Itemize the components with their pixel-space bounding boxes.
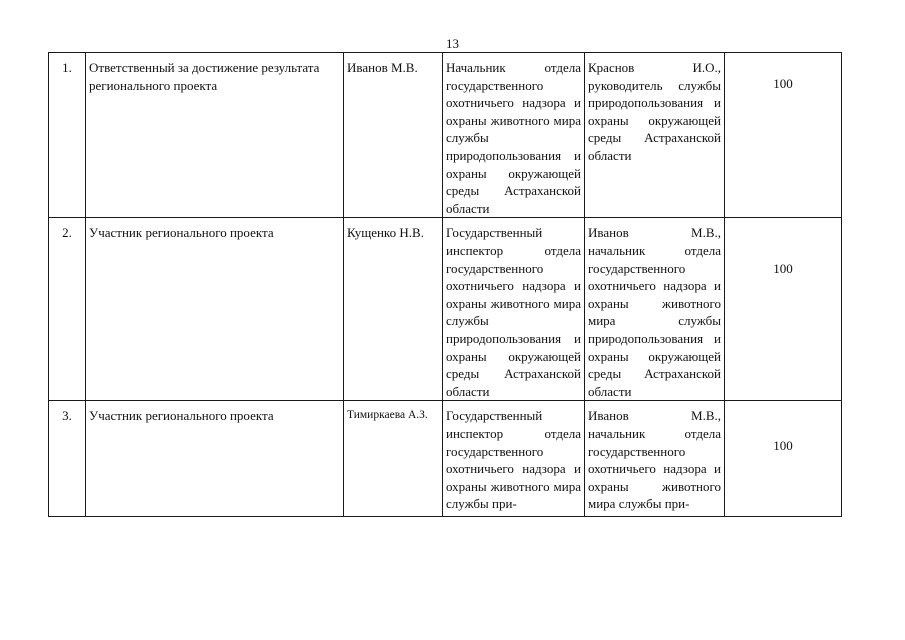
role-text: Ответственный за достижение результата регионального проекта: [89, 60, 320, 93]
position-cell: Начальник отдела государственного охотничьего надзора и охраны животного мира службы природопользования и охраны окружающей среды Астраханской области: [443, 53, 585, 218]
position-cell: Государственный инспектор отдела государственного охотничьего надзора и охраны животного мира службы природопользования и охраны окружающей среды Астраханской области: [443, 218, 585, 401]
table-row: [49, 53, 842, 218]
position-cell: Государственный инспектор отдела государственного охотничьего надзора и охраны животного мира службы при-: [443, 401, 585, 517]
name-cell: Кущенко Н.В.: [344, 218, 443, 401]
share-cell: 100: [725, 401, 842, 517]
share-cell: 100: [725, 53, 842, 218]
share-cell: 100: [725, 218, 842, 401]
supervisor-cell: Иванов М.В., начальник отдела государственного охотничьего надзора и охраны животного мира службы природопользования и охраны окружающей среды Астраханской области: [585, 218, 725, 401]
role-cell: [86, 53, 344, 218]
table-row: [49, 401, 842, 517]
name-cell: Тимиркаева А.З.: [344, 401, 443, 517]
name-cell: Иванов М.В.: [344, 53, 443, 218]
row-number: 3.: [49, 401, 86, 517]
page-number: 13: [446, 36, 459, 51]
role-cell: Участник регионального проекта: [86, 218, 344, 401]
supervisor-cell: Краснов И.О., руководитель службы природопользования и охраны окружающей среды Астраханской области: [585, 53, 725, 218]
table-row: [49, 218, 842, 401]
row-number: 1.: [49, 53, 86, 218]
row-number: 2.: [49, 218, 86, 401]
role-cell: Участник регионального проекта: [86, 401, 344, 517]
supervisor-cell: Иванов М.В., начальник отдела государственного охотничьего надзора и охраны животного мира службы при-: [585, 401, 725, 517]
participants-table: [48, 52, 842, 517]
